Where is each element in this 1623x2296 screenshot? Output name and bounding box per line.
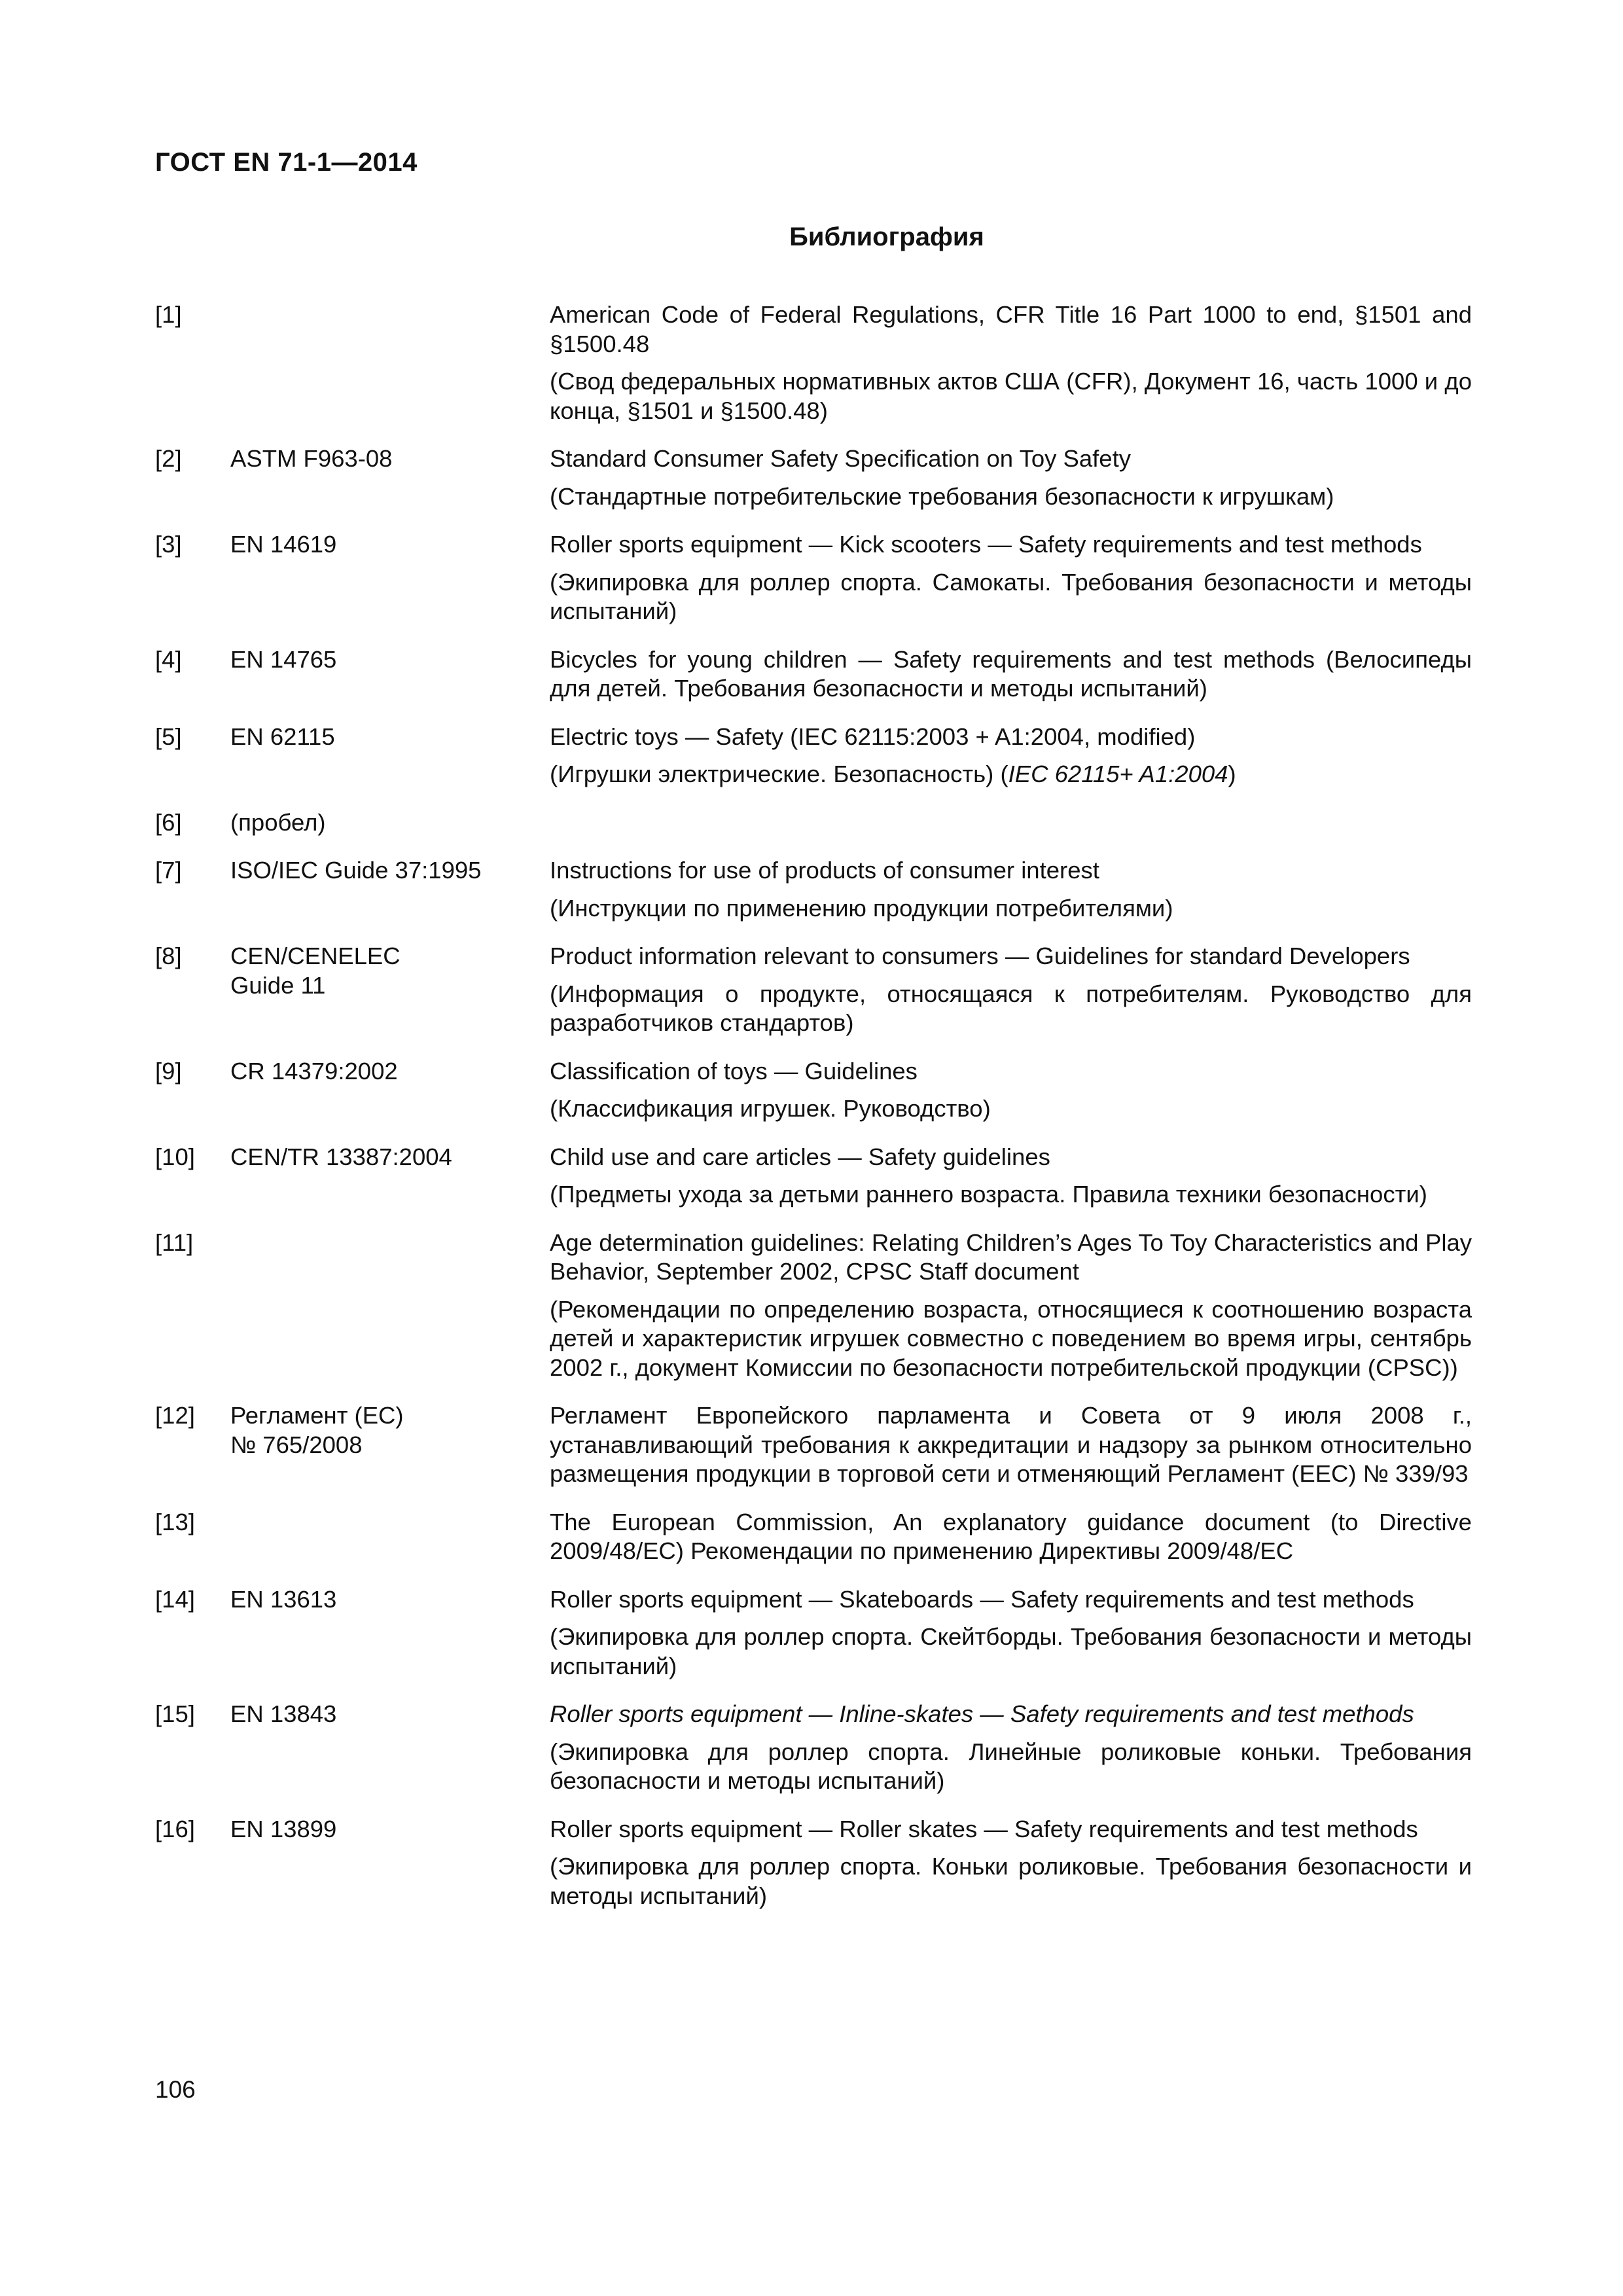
entry-number: [15] (155, 1700, 195, 1727)
entry-number: [13] (155, 1508, 195, 1535)
entry-title-en: Bicycles for young children — Safety requirements and test methods (Велосипеды для детей. Требования безопасности и методы испытаний) (550, 645, 1472, 702)
entry-title-ru: (Экипировка для роллер спорта. Самокаты. Требования безопасности и методы испытаний) (550, 568, 1472, 624)
bib-entry-11 (155, 1229, 1472, 1383)
entry-title-ru: (Стандартные потребительские требования безопасности к игрушкам) (550, 482, 1334, 510)
entry-title-ru: (Классификация игрушек. Руководство) (550, 1095, 991, 1122)
entry-code: EN 62115 (230, 723, 335, 750)
entry-number: [12] (155, 1402, 195, 1429)
entry-code: Регламент (ЕС) № 765/2008 (230, 1402, 404, 1458)
entry-title-ru: (Информация о продукте, относящаяся к потребителям. Руководство для разработчиков стандартов) (550, 980, 1472, 1036)
page-number: 106 (155, 2076, 196, 2103)
entry-description (550, 1143, 1472, 1210)
entry-number: [4] (155, 645, 182, 673)
bib-entry-2 (155, 444, 1472, 511)
entry-title-ru: (Предметы ухода за детьми раннего возраста. Правила техники безопасности) (550, 1181, 1427, 1208)
entry-number: [9] (155, 1057, 182, 1085)
bib-entry-7 (155, 856, 1472, 923)
entry-number: [6] (155, 808, 182, 836)
entry-title-en: Roller sports equipment — Kick scooters — Safety requirements and test methods (550, 531, 1422, 558)
entry-description (550, 1057, 1472, 1124)
bib-entry-10 (155, 1143, 1472, 1210)
entry-title-ru-pre: (Игрушки электрические. Безопасность) ( (550, 761, 1008, 787)
entry-title-en: Standard Consumer Safety Specification on Toy Safety (550, 445, 1131, 472)
entry-title-en: Roller sports equipment — Skateboards — Safety requirements and test methods (550, 1585, 1414, 1613)
bib-entry-6 (155, 808, 1472, 838)
entry-title-ru-post: ) (1228, 761, 1236, 787)
entry-description (550, 942, 1472, 1038)
bib-entry-12 (155, 1401, 1472, 1489)
section-title: Библиография (789, 223, 984, 251)
entry-code: CEN/TR 13387:2004 (230, 1143, 452, 1170)
entry-number: [2] (155, 445, 182, 472)
entry-description (550, 1508, 1472, 1566)
entry-code: CR 14379:2002 (230, 1057, 398, 1085)
entry-number: [5] (155, 723, 182, 750)
bib-entry-8 (155, 942, 1472, 1038)
entry-title-en: Child use and care articles — Safety guidelines (550, 1143, 1050, 1170)
entry-description (550, 444, 1472, 511)
bib-entry-1 (155, 300, 1472, 425)
entry-title-ru: (Экипировка для роллер спорта. Скейтборды. Требования безопасности и методы испытаний) (550, 1623, 1472, 1679)
entry-description (550, 856, 1472, 923)
entry-title-ru: (Инструкции по применению продукции потребителями) (550, 894, 1173, 922)
entry-title-ru: (Экипировка для роллер спорта. Коньки роликовые. Требования безопасности и методы испытаний) (550, 1853, 1472, 1909)
entry-number: [1] (155, 301, 182, 328)
entry-code: EN 13843 (230, 1700, 337, 1727)
entry-description (550, 1229, 1472, 1383)
entry-description (550, 300, 1472, 425)
entry-number: [8] (155, 942, 182, 969)
entry-number: [7] (155, 857, 182, 884)
entry-title-ru (550, 760, 1472, 789)
entry-description (550, 1700, 1472, 1796)
entry-title-ru-italic: IEC 62115+ A1:2004 (1008, 761, 1228, 787)
entry-number: [10] (155, 1143, 195, 1170)
entry-code: ASTM F963-08 (230, 445, 393, 472)
entry-number: [3] (155, 531, 182, 558)
entry-description (550, 530, 1472, 626)
bib-entry-3 (155, 530, 1472, 626)
bib-entry-5 (155, 723, 1472, 789)
entry-title-en: The European Commission, An explanatory guidance document (to Directive 2009/48/EC) Рекомендации по применению Директивы 2009/48/ЕС (550, 1508, 1472, 1564)
entry-code: EN 14765 (230, 645, 337, 673)
entry-title-en: Product information relevant to consumers — Guidelines for standard Developers (550, 942, 1410, 969)
entry-title-en: Classification of toys — Guidelines (550, 1057, 918, 1085)
document-code: ГОСТ EN 71-1—2014 (155, 148, 418, 177)
entry-title-ru: (Рекомендации по определению возраста, относящиеся к соотношению возраста детей и характеристик игрушек совместно с поведением во время игры, сентябрь 2002 г., документ Комиссии по безопасности потребительской продукции (CPSC)) (550, 1295, 1472, 1381)
entry-description (550, 723, 1472, 789)
bib-entry-13 (155, 1508, 1472, 1566)
entry-description (550, 1585, 1472, 1681)
entry-title-en: Roller sports equipment — Roller skates — Safety requirements and test methods (550, 1815, 1418, 1842)
entry-title-en: American Code of Federal Regulations, CFR Title 16 Part 1000 to end, §1501 and §1500.48 (550, 301, 1472, 357)
entry-number: [16] (155, 1815, 195, 1842)
entry-title-ru: (Экипировка для роллер спорта. Линейные роликовые коньки. Требования безопасности и методы испытаний) (550, 1738, 1472, 1794)
bib-entry-16 (155, 1815, 1472, 1911)
entry-description (550, 1401, 1472, 1489)
entry-title-en: Instructions for use of products of consumer interest (550, 857, 1099, 884)
bib-entry-15 (155, 1700, 1472, 1796)
entry-description (550, 1815, 1472, 1911)
entry-code: CEN/CENELEC Guide 11 (230, 942, 401, 999)
entry-code: (пробел) (230, 808, 326, 836)
entry-code: EN 13613 (230, 1585, 337, 1613)
entry-number: [14] (155, 1585, 195, 1613)
entry-code: ISO/IEC Guide 37:1995 (230, 857, 482, 884)
entry-description (550, 645, 1472, 704)
bib-entry-4 (155, 645, 1472, 704)
entry-code: EN 13899 (230, 1815, 337, 1842)
bib-entry-14 (155, 1585, 1472, 1681)
entry-number: [11] (155, 1229, 194, 1256)
entry-title-ru: (Свод федеральных нормативных актов США (CFR), Документ 16, часть 1000 и до конца, §1501 и §1500.48) (550, 368, 1472, 424)
bibliography-list (155, 300, 1472, 1929)
entry-title-en: Roller sports equipment — Inline-skates — Safety requirements and test methods (550, 1700, 1414, 1727)
entry-title-en: Electric toys — Safety (IEC 62115:2003 + A1:2004, modified) (550, 723, 1196, 750)
bib-entry-9 (155, 1057, 1472, 1124)
entry-title-en: Age determination guidelines: Relating Children’s Ages To Toy Characteristics and Play Behavior, September 2002, CPSC Staff document (550, 1229, 1472, 1285)
entry-code: EN 14619 (230, 531, 337, 558)
entry-title-ru: Регламент Европейского парламента и Совета от 9 июля 2008 г., устанавливающий требования к аккредитации и надзору за рынком относительно размещения продукции в торговой сети и отменяющий Регламент (ЕЕС) № 339/93 (550, 1402, 1472, 1487)
